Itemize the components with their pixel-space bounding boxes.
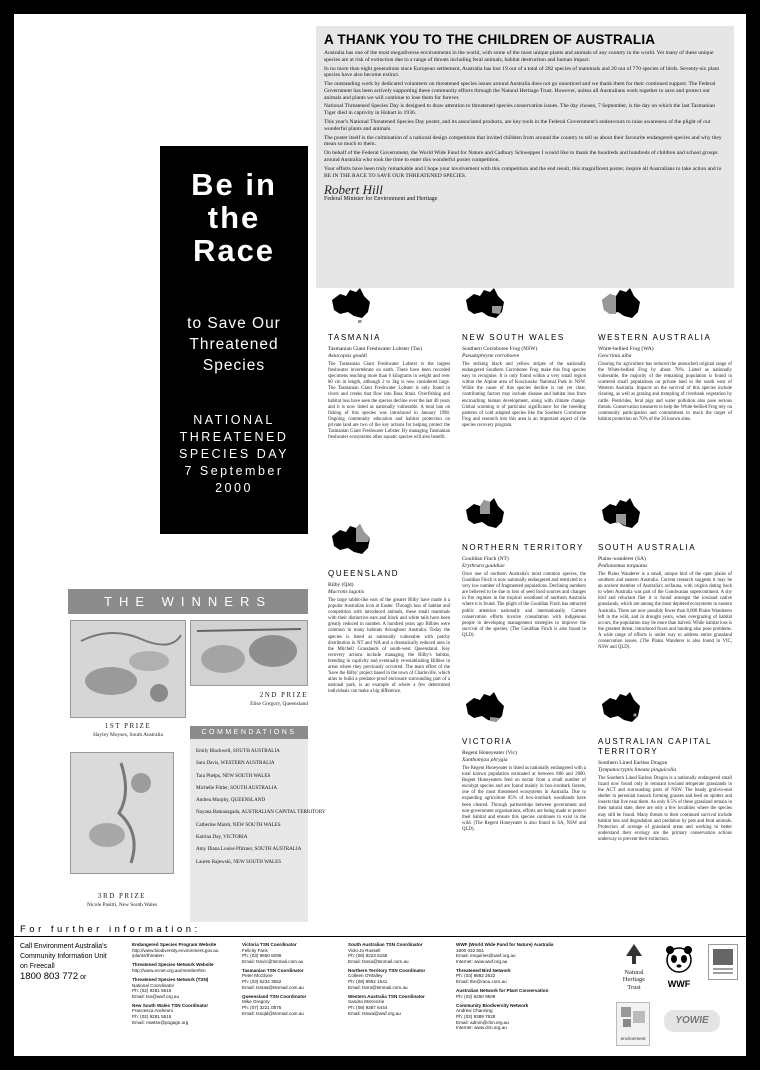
contact-line: /plants/threaten [132,953,164,959]
contact-title: Threatened Species Network Website [132,962,214,968]
australia-map-icon [328,522,374,560]
day-line: 2000 [215,481,253,495]
logo-text: Heritage [622,976,646,983]
commendation-item: Nayana Ratnanagada, AUSTRALIAN CAPITAL TERRITORY [196,809,326,816]
contact-title: Western Australia TSN Coordinator [348,993,425,999]
scientific-name: Erythrura gouldiae [462,562,505,569]
commendation-item: Sara Davis, WESTERN AUSTRALIA [196,760,275,767]
campaign-line: Be in [191,167,277,202]
contact-title: Tasmanian TSN Coordinator [242,967,304,973]
contact-column-1 [132,942,238,1029]
species-description: The Southern Lined Earless Dragon is a nationally endangered small lizard now found only in remnant lowland temperate grasslands in the ACT and surrounding parts of NSW. The beady grub-to-seal shelter in perennial tussock forming grasses and feed on spiders and insects that live near them. As only 0.5% of these grassland remain in their natural state, there are only a few localities where the species may still be found. Many threats to their continued survival include habitat loss and degradation and predation by pets and feral animals. Protection of acreage of grassland areas and working to better understand their ecology are the primary conservation actions underway to prevent their extinction. [598,776,732,842]
environment-australia-logo [616,1002,650,1046]
freecall-number: 1800 803 772 [20,971,79,982]
contact-line: Email: tsnwa@wwf.org.au [348,1010,401,1016]
phone-suffix: or [80,974,87,981]
commendation-item: Emily Blackwell, SOUTH AUSTRALIA [196,748,280,754]
first-prize-artwork [70,620,186,718]
contact-title: Australian Network for Plant Conservation [456,988,549,994]
commendation-item: Michelle Fittler, SOUTH AUSTRALIA [196,784,278,791]
state-name: WESTERN AUSTRALIA [598,333,712,342]
contact-title: South Australian TSN Coordinator [348,942,423,947]
contact-title: Threatened Species Network (TSN) [132,976,209,982]
artwork-sketch-icon [71,621,185,717]
contact-line: Peter McGlone [242,973,273,979]
contact-title: Victoria TSN Coordinator [242,942,297,947]
second-prize-name: Elise Gregory, Queensland [250,701,308,707]
third-prize-label: 3RD PRIZE [98,892,146,900]
campaign-subline: Species [202,357,266,374]
letter-paragraph: This year's National Threatened Species Day poster, and its associated products, are key tools in the Federal Government's endeavours to raise awareness of the plight of our wonderful plants and animals. [324,119,711,132]
contact-line: http://www.ecnet.org.au/member/tsn [132,967,206,973]
letter-paragraph: The poster itself is the culmination of a national design competition that invited children from around the country to tell us about their favourite endangered species and why they mean so much to them. [324,134,722,148]
contact-line: Ph: (03) 6234 3552 [242,979,282,985]
commendation-item: Katrina Day, VICTORIA [196,834,248,841]
species-description: Clearing for agriculture has reduced the untouched original range of the White-bellied Frog by about 70%. Listed as nationally vulnerable, the majority of the remaining population is found in scattered small populations on private land in the south west of Western Australia. Impacts on the survival of this species include clearing, as well as grazing and trampling of riverbank vegetation by cattle. Pesticides, feral pigs and water pollution also pose serious threats. Conservation measures to help the White-bellied Frog rely on community participation and commitment to reach the target of habitat protection on 70% of the 50 known sites. [598,362,732,422]
minister-signature: Robert Hill [324,182,383,198]
australia-map-icon [598,496,644,534]
australia-map-icon [462,496,508,534]
species-description: The Regent Honeyeater is listed as nationally endangered with a total known population estimated at between 800 and 2000. Regent Honeyeaters feed on nectar from a small number of eucalypt species and are found mainly in box-ironbark forests, one of the most threatened ecosystems in Australia. Due to expanding agriculture 85% of box-ironbark woodlands have been cleared. Through partnerships between government and non-government organisations, efforts are being made to protect their habitat and ensure this species continues to exist in the wild. (The Regent Honeyeater is also found in SA, NSW and QLD). [462,766,586,832]
footer-divider [14,936,746,937]
australia-map-icon [328,286,374,324]
call-line: Community Information Unit [20,953,107,960]
campaign-subline: Threatened [189,336,279,353]
contact-line: Email: enquiries@wwf.org.au [456,953,516,959]
winners-heading: THE WINNERS [68,589,308,614]
contact-line: Ph: (07) 3221 0575 [242,1004,282,1010]
day-line: THREATENED [179,430,289,444]
contact-column-2 [242,942,342,1020]
contact-line: Vicki-Jo Russell [348,947,381,953]
contact-line: Email: nswtsn@pogagn.org [132,1019,189,1025]
yowie-logo: YOWIE [664,1010,720,1032]
contact-line: Ph: (02) 9281 5515 [132,1014,172,1020]
state-new-south-wales [462,286,586,429]
contact-line: Ph: (02) 9281 5515 [132,988,172,994]
species-description: The large rabbit-like ears of the greater Bilby have made it a popular Australian icon at Easter. Through loss of habitat and competition with introduced animals, these small mammals with their distinctive ears and black and white tails have been greatly reduced in number. A hundred years ago Bilbies were common in many habitats throughout Australia. Today the species is listed as nationally vulnerable with patchy distribution in NT and WA and a dramatically reduced area in the Mitchell Grasslands of south-west Queensland. Key recovery actions include managing the Bilby's habitat, breeding in captivity and eventually re-establishing Bilbies in areas where they previously occurred. The team effort of the 'Save the Bilby' project based in the town of Charleville, which aims to build a predator-proof enclosure surrounding part of a national park, is an example of where a few determined individuals can make a big difference. [328,598,450,695]
commendation-item: Catherine Marsh, NEW SOUTH WALES [196,821,281,828]
species-name: Southern Lined Earless Dragon [598,760,668,766]
australia-map-icon [462,286,508,324]
first-prize-name: Hayley Moyses, South Australia [93,732,163,738]
campaign-subline: to Save Our [187,315,281,332]
second-prize-artwork [190,620,308,686]
australia-map-icon [598,286,644,324]
contact-line: Email: tsnvic@tsnmail.com.au [242,958,304,964]
contact-line: Email: tbn@raou.com.au [456,979,507,985]
commendation-item: Lauren Rajewski, NEW SOUTH WALES [196,858,282,865]
contact-line: Ph: (03) 9650 8296 [242,953,282,959]
contact-line: Email: tsnqld@tsnmail.com.au [242,1010,304,1016]
species-description: The Plains Wanderer is a small, unique bird of the open plains of southern and eastern Australia. Current research suggests it may be an ancient member of Australia's avifauna, with origins dating back to when Australia was part of the Gondwanan supercontinent. A shy bird and reluctant flier it is found amongst the lowland native grasslands, which are among the most depleted ecosystems in eastern Australia. There are now possibly fewer than 8,000 Plains Wanderers left in the wild, and in drought years, when overgrazing of habitat occurs, the population may be more than halved. While habitat loss is the greatest threat, introduced foxes and hunting also pose problems. A wide range of efforts is under way to address entire grassland conservation issues. (The Plains Wanderer is also found in VIC, NSW and QLD). [598,572,732,651]
state-name: NEW SOUTH WALES [462,333,565,342]
species-name: Southern Corroboree Frog (NSW) [462,346,538,352]
logo-text: Natural [624,968,644,976]
australia-map-icon [598,690,644,728]
contact-title: Northern Territory TSN Coordinator [348,967,426,973]
letter-title: A THANK YOU TO THE CHILDREN OF AUSTRALIA [324,32,656,47]
scientific-name: Macrotis lagotis [328,588,365,595]
species-description: Once one of northern Australia's most common species, the Gouldian Finch is now nationally endangered and restricted to a very low number of fragmented populations. Declining numbers are believed to be due to loss of seed food sources and changes in fire regimes in the tropical woodland of northern Australia where it is found. The plight of the Gouldian Finch has attracted public attention nationally and internationally. Current conservation efforts involve consultation with indigenous people in developing management strategies to improve the survival of the species. (The Gouldian Finch is also found in QLD). [462,572,586,638]
contact-line: 1800 032 551 [456,947,485,953]
third-prize-name: Nicole Pasitti, New South Wales [86,902,158,908]
scientific-name: Tympanocryptis lineata pinguicolla [598,766,677,773]
contact-title: WWF (World Wide Fund for Nature) Australia [456,942,554,947]
thank-you-letter [316,26,734,288]
logo-text: Trust [627,983,641,991]
day-line: SPECIES DAY [179,447,289,461]
species-description: The Tasmanian Giant Freshwater Lobster is the largest freshwater invertebrate on earth. There have been recorded specimens reaching more than 6 kilograms in weight and over 80 cm in length, although 2 to 3kg is now considered large. The Tasmanian Giant Freshwater Lobster is only found in rivers and creeks that flow into Bass Strait. Overfishing and habitat loss have seen the species decline over the last 40 years and it is now listed as nationally vulnerable. A total ban on fishing of this species was introduced in January 1998. Ongoing community education and habitat protection on private land are two of the key actions for helping protect the Tasmanian Giant Freshwater Lobster. By managing Tasmanian freshwater ecosystems other aquatic species will also benefit. [328,362,450,441]
further-information-heading: For further information: [20,924,201,935]
contact-line: Ph: (02) 9389 7628 [456,1014,496,1020]
state-name: NORTHERN TERRITORY [462,543,584,552]
scientific-name: Geocrinia alba [598,352,632,359]
environment-emblem-icon [617,1003,649,1031]
poster [14,14,746,1056]
artwork-sketch-icon [71,753,173,873]
day-line: NATIONAL [193,413,275,427]
species-description: The striking black and yellow stripes of the nationally endangered Southern Corroboree Frog make this frog species easy to recognise. It is only found within a very small region within the Alpine area of Kosciuszko National Park in NSW. While the cause of this species decline is not yet clear, contributing factors may include disease and habitat loss from encroaching human development, along with climate change. Global warming is of particular significance for the breeding patterns of cold adapted species like the Southern Corroboree Frog and research into this area is an important aspect of the species recovery program. [462,362,586,428]
state-name: TASMANIA [328,333,382,342]
signature-line: Federal Minister for Environment and Heritage [324,196,438,203]
contact-column-4 [456,942,596,1034]
contact-line: Email: admin@cbn.org.au [456,1019,509,1025]
state-northern-territory [462,496,586,639]
first-prize-label: 1ST PRIZE [104,722,152,730]
letter-paragraph: Australia has one of the most megadiverse environments in the world, with some of the most unique plants and animals of any country in the world. Yet many of these unique species are at risk of extinction due to a range of threats including feral animals, habitat destruction and human impact. [324,50,714,63]
species-name: Tasmanian Giant Freshwater Lobster (Tas) [328,346,422,352]
species-name: Regent Honeyeater (Vic) [462,750,517,756]
contact-line: Ph: (08) 8223 5155 [348,953,388,959]
contact-line: Felicity Faris [242,947,268,953]
state-name: SOUTH AUSTRALIA [598,543,697,552]
contact-line: Mike Gregory [242,999,270,1005]
network-emblem-icon [709,945,737,979]
campaign-line: Race [192,233,276,268]
state-victoria [462,690,586,833]
scientific-name: Pseudophryne corroboree [462,352,520,359]
call-line: Call Environment Australia's [20,943,107,950]
species-name: White-bellied Frog (WA) [598,346,654,352]
contact-line: Internet: www.cbn.org.au [456,1025,507,1031]
heritage-trust-emblem-icon [622,942,646,966]
contact-title: Endangered Species Program Website [132,942,217,947]
contact-title: Community Biodiversity Network [456,1002,529,1008]
logo-text: WWF [667,979,691,989]
state-name: AUSTRALIAN CAPITAL TERRITORY [598,737,712,756]
contact-line: Email: tsnsa@tsnmail.com.au [348,958,409,964]
state-name: VICTORIA [462,737,513,746]
letter-paragraph: National Threatened Species Day is designed to draw attention to threatened species conservation issues. The day chosen, 7 September, is the day on which the last Tasmanian Tiger died in captivity in Hobart in 1936. [324,103,715,117]
state-australian-capital-territory [598,690,732,843]
panda-icon [664,944,694,974]
state-tasmania [328,286,450,441]
day-line: 7 September [184,464,284,478]
commendations-panel [190,726,326,922]
wwf-logo [662,944,696,994]
contact-title: New South Wales TSN Coordinator [132,1002,209,1008]
scientific-name: Xanthomyza phrygia [462,756,508,763]
artwork-sketch-icon [191,621,307,685]
state-queensland [328,522,450,696]
species-name: Gouldian Finch (NT) [462,556,509,562]
contact-line: Ph: (03) 9882 2622 [456,973,496,979]
natural-heritage-trust-logo [614,942,654,1002]
contact-line: Ph: (08) 9387 6444 [348,1004,388,1010]
australia-map-icon [462,690,508,728]
contact-line: Internet: www.wwf.org.au [456,958,508,964]
letter-paragraph: In no more than eight generations since European settlement, Australia has lost 19 out of a total of 282 species of mammals and 20 out of 770 species of birds. Seventy-six plant species have also become extinct. [324,65,720,79]
letter-paragraph: On behalf of the Federal Government, the World Wide Fund for Nature and Cadbury Schweppes I would like to thank the hundreds and hundreds of children and school groups around Australia who took the time to enter this wonderful poster competition. [324,150,718,163]
campaign-line: the [207,200,261,235]
contact-line: Andrew Channing [456,1008,493,1014]
contact-line: Colleen O'Malley [348,973,383,979]
contact-title: Threatened Bird Network [456,967,511,973]
second-prize-label: 2ND PRIZE [259,691,308,699]
state-south-australia [598,496,732,651]
contact-line: Ph: (02) 6250 9509 [456,993,496,999]
contact-title: Queensland TSN Coordinator [242,993,307,999]
contact-line: Sandra McKenzie [348,999,385,1005]
letter-paragraph: Your efforts have been truly remarkable and I hope your involvement with this competition and the end result, this magnificent poster, inspire all Australians to take action and to BE IN THE RACE TO SAVE OUR THREATENED SPECIES. [324,165,722,179]
contact-line: National Coordinator [132,982,175,988]
third-prize-artwork [70,752,174,874]
contact-line: Email: tsn@wwf.org.au [132,993,180,999]
letter-paragraph: The outstanding work by dedicated volunteers on threatened species issues around Australia does not go unnoticed and we thank them for their continued support. The Federal Government has been actively supporting these community efforts through the Natural Heritage Trust. However, unless all Australians work together to save and protect our animals and plants we will continue to lose them for forever. [324,81,716,101]
species-name: Plains-wanderer (SA) [598,556,646,562]
scientific-name: Astacopsis gouldi [328,352,367,359]
threatened-species-network-logo [708,944,738,980]
state-western-australia [598,286,732,423]
scientific-name: Pedionomus torquatus [598,562,648,569]
commendation-item: Andrea Murphy, QUEENSLAND [196,797,266,804]
call-info [20,942,138,983]
commendations-heading: COMMENDATIONS [190,726,308,739]
contact-line: http://www.biodiversity.environment.gov.au [132,947,219,953]
commendation-item: Tara Phelps, NEW SOUTH WALES [196,772,271,779]
contact-line: Francesca Andreoni [132,1008,173,1014]
logo-text: environment [620,1036,646,1041]
state-name: QUEENSLAND [328,569,400,578]
contact-line: Email: tsnnt@tsnmail.com.au [348,984,408,990]
campaign-panel [160,146,308,534]
contact-column-3 [348,942,448,1020]
call-line: on Freecall [20,963,55,970]
species-name: Bilby (Qld) [328,582,354,588]
contact-line: Ph: (08) 8952 1541 [348,979,388,985]
commendation-item: Amy Diana Louise Pfitzner, SOUTH AUSTRALIA [196,846,302,853]
contact-line: Email: tsntas@tsnmail.com.au [242,984,304,990]
